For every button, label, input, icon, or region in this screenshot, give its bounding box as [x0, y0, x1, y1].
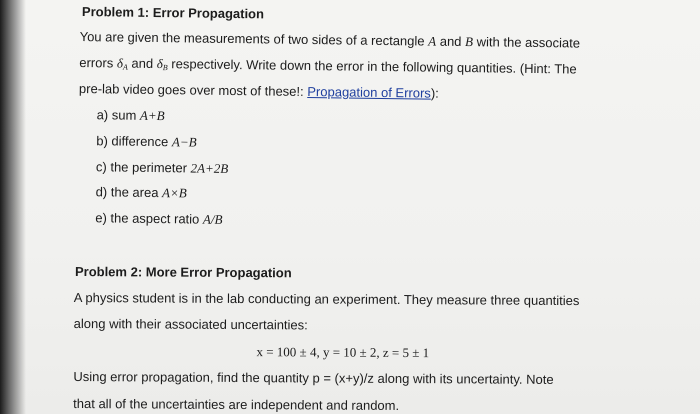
- problem-2-equation: x = 100 ± 4, y = 10 ± 2, z = 5 ± 1: [256, 344, 430, 361]
- item-label: e) the aspect ratio: [95, 210, 200, 227]
- item-expression: A+B: [139, 107, 165, 124]
- item-expression: 2A+2B: [190, 160, 229, 176]
- text-segment: You are given the measurements of two sides of a rectangle: [79, 28, 425, 49]
- problem-2-heading: Problem 2: More Error Propagation: [74, 264, 292, 281]
- text-segment: pre-lab video goes over most of these!:: [78, 80, 304, 99]
- text-segment: and: [131, 55, 154, 71]
- text-segment: and: [439, 33, 462, 49]
- text-segment: respectively. Write down the error in the following quantities. (Hint: The: [171, 56, 577, 77]
- delta-subscript-a: A: [122, 62, 128, 72]
- variable-b: B: [465, 34, 474, 50]
- item-expression: A−B: [171, 134, 197, 150]
- delta-symbol: δ: [116, 55, 124, 71]
- text-segment: ):: [430, 85, 439, 101]
- item-label: c) the perimeter: [95, 159, 188, 176]
- item-label: a) sum: [96, 107, 137, 123]
- problem-2-line-3: Using error propagation, find the quantity p = (x+y)/z along with its uncertainty. Note: [73, 368, 554, 387]
- item-expression: A/B: [202, 211, 223, 227]
- item-label: b) difference: [96, 133, 169, 150]
- item-expression: A×B: [162, 185, 187, 201]
- problem-1-heading: Problem 1: Error Propagation: [81, 4, 265, 22]
- item-label: d) the area: [95, 184, 159, 201]
- problem-2-line-2: along with their associated uncertainties:: [73, 315, 308, 333]
- propagation-of-errors-link[interactable]: Propagation of Errors: [307, 83, 431, 101]
- delta-symbol: δ: [156, 56, 163, 72]
- variable-a: A: [428, 33, 437, 49]
- delta-subscript-b: B: [162, 63, 168, 73]
- text-segment: with the associate: [476, 34, 581, 51]
- text-segment: errors: [79, 54, 114, 71]
- problem-2-line-4: that all of the uncertainties are independent and random.: [73, 395, 400, 413]
- problem-2-line-1: A physics student is in the lab conducting an experiment. They measure three quantities: [73, 289, 580, 309]
